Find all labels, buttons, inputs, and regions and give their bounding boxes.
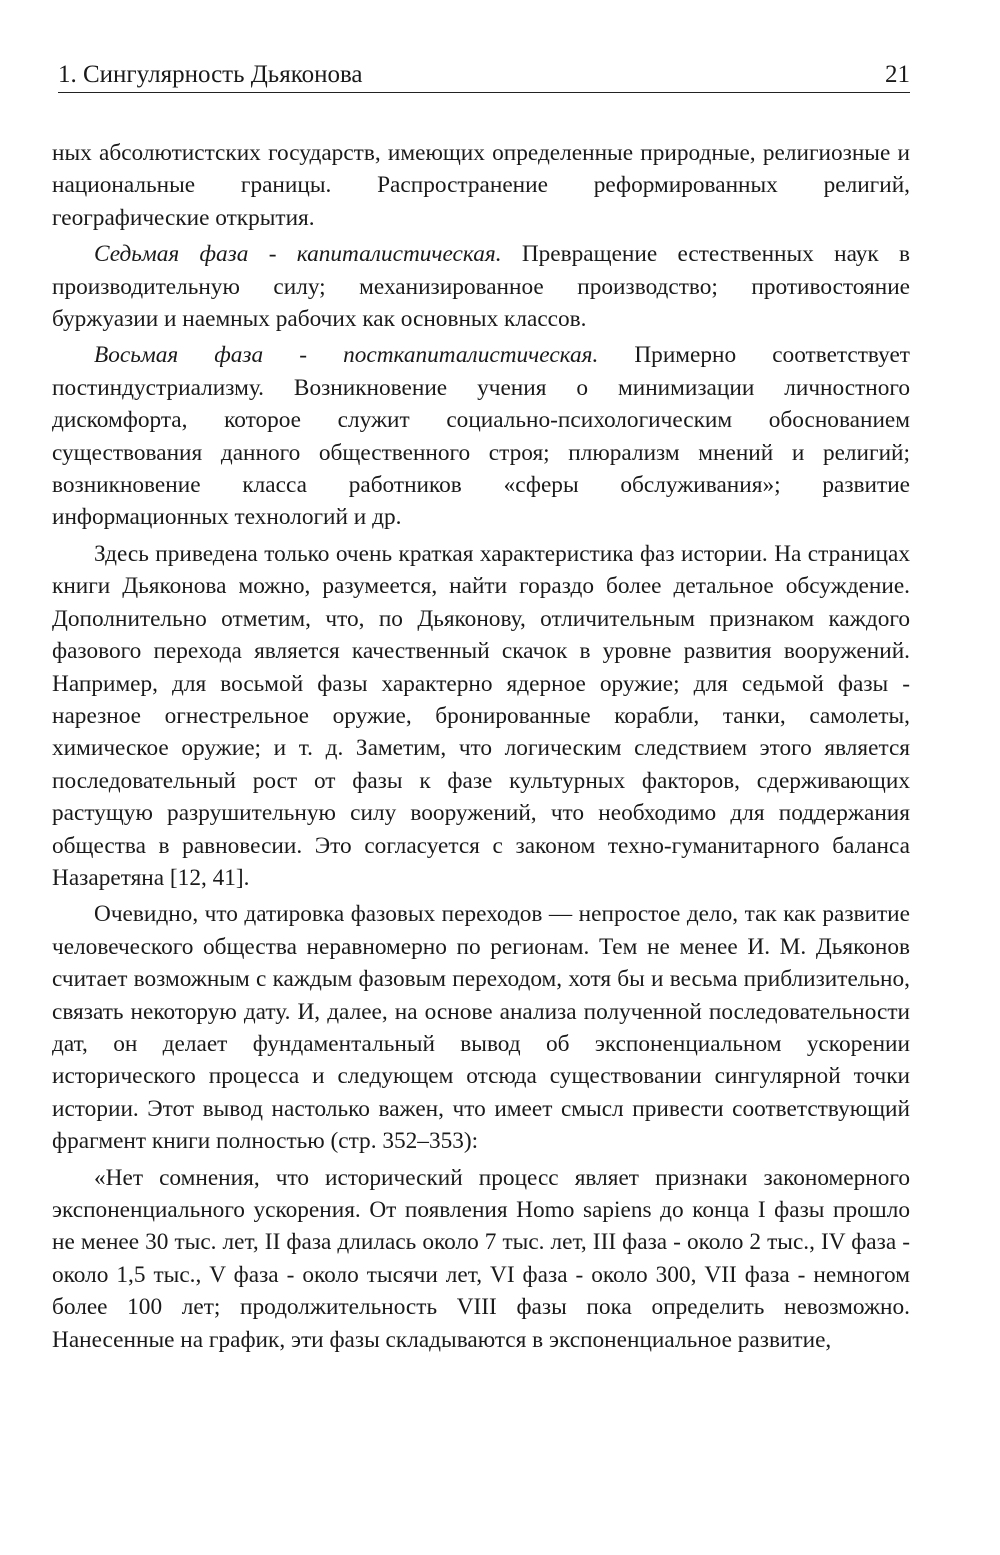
- phase-title-eighth: Восьмая фаза - посткапиталистическая.: [94, 342, 599, 369]
- paragraph-text: ных абсолютистских государств, имеющих определенные природные, религиозные и национальные границы. Распространение реформированных религий, географические открытия.: [52, 140, 910, 231]
- paragraph-text: Здесь приведена только очень краткая характеристика фаз истории. На страницах книги Дьяконова можно, разумеется, найти гораздо более детальное обсуждение. Дополнительно отметим, что, по Дьяконову, отличительным признаком каждого фазового перехода является качественный скачок в уровне развития вооружений. Например, для восьмой фазы характерно ядерное оружие; для седьмой фазы - нарезное огнестрельное оружие, бронированные корабли, танки, самолеты, химическое оружие; и т. д. Заметим, что логическим следствием этого является последовательный рост от фазы к фазе культурных факторов, сдерживающих растущую разрушительную силу вооружений, что необходимо для поддержания общества в равновесии. Это согласуется с законом техно-гуманитарного баланса Назаретяна [12, 41].: [52, 540, 910, 891]
- paragraph-dating: [52, 898, 910, 1157]
- paragraph-text: Превращение естественных наук в производительную силу; механизированное производство; противостояние буржуазии и наемных рабочих как основных классов.: [52, 241, 911, 333]
- body-text: [52, 137, 910, 1356]
- chapter-title: 1. Сингулярность Дьяконова: [58, 61, 363, 88]
- paragraph-quote: [52, 1162, 910, 1356]
- paragraph-text: Примерно соответствует постиндустриализму. Возникновение учения о минимизации личностного дискомфорта, которое служит социально-психологическим обоснованием существования данного общественного строя; плюрализм мнений и религий; возникновение класса работников «сферы обслуживания»; развитие информационных технологий и др.: [52, 342, 910, 531]
- book-page: [52, 60, 910, 1360]
- paragraph-text: Очевидно, что датировка фазовых переходов — непростое дело, так как развитие человеческого общества неравномерно по регионам. Тем не менее И. М. Дьяконов считает возможным с каждым фазовым переходом, хотя бы и весьма приблизительно, связать некоторую дату. И, далее, на основе анализа полученной последовательности дат, он делает фундаментальный вывод об экспоненциальном ускорении исторического процесса и следующем отсюда существовании сингулярной точки истории. Этот вывод настолько важен, что имеет смысл привести соответствующий фрагмент книги полностью (стр. 352–353):: [52, 901, 910, 1155]
- page-number: 21: [885, 61, 910, 88]
- paragraph-continuation: [52, 137, 910, 234]
- running-head: [58, 60, 910, 93]
- paragraph-seventh-phase: [52, 238, 910, 335]
- paragraph-eighth-phase: [52, 339, 910, 533]
- phase-title-seventh: Седьмая фаза - капиталистическая.: [94, 241, 502, 268]
- paragraph-characteristics: [52, 538, 910, 894]
- paragraph-text: «Нет сомнения, что исторический процесс являет признаки закономерного экспоненциального ускорения. От появления Homo sapiens до конца I фазы прошло не менее 30 тыс. лет, II фаза длилась около 7 тыс. лет, III фаза - около 2 тыс., IV фаза - около 1,5 тыс., V фаза - около тысячи лет, VI фаза - около 300, VII фаза - немногом более 100 лет; продолжительность VIII фазы пока определить невозможно. Нанесенные на график, эти фазы складываются в экспоненциальное развитие,: [52, 1164, 910, 1353]
